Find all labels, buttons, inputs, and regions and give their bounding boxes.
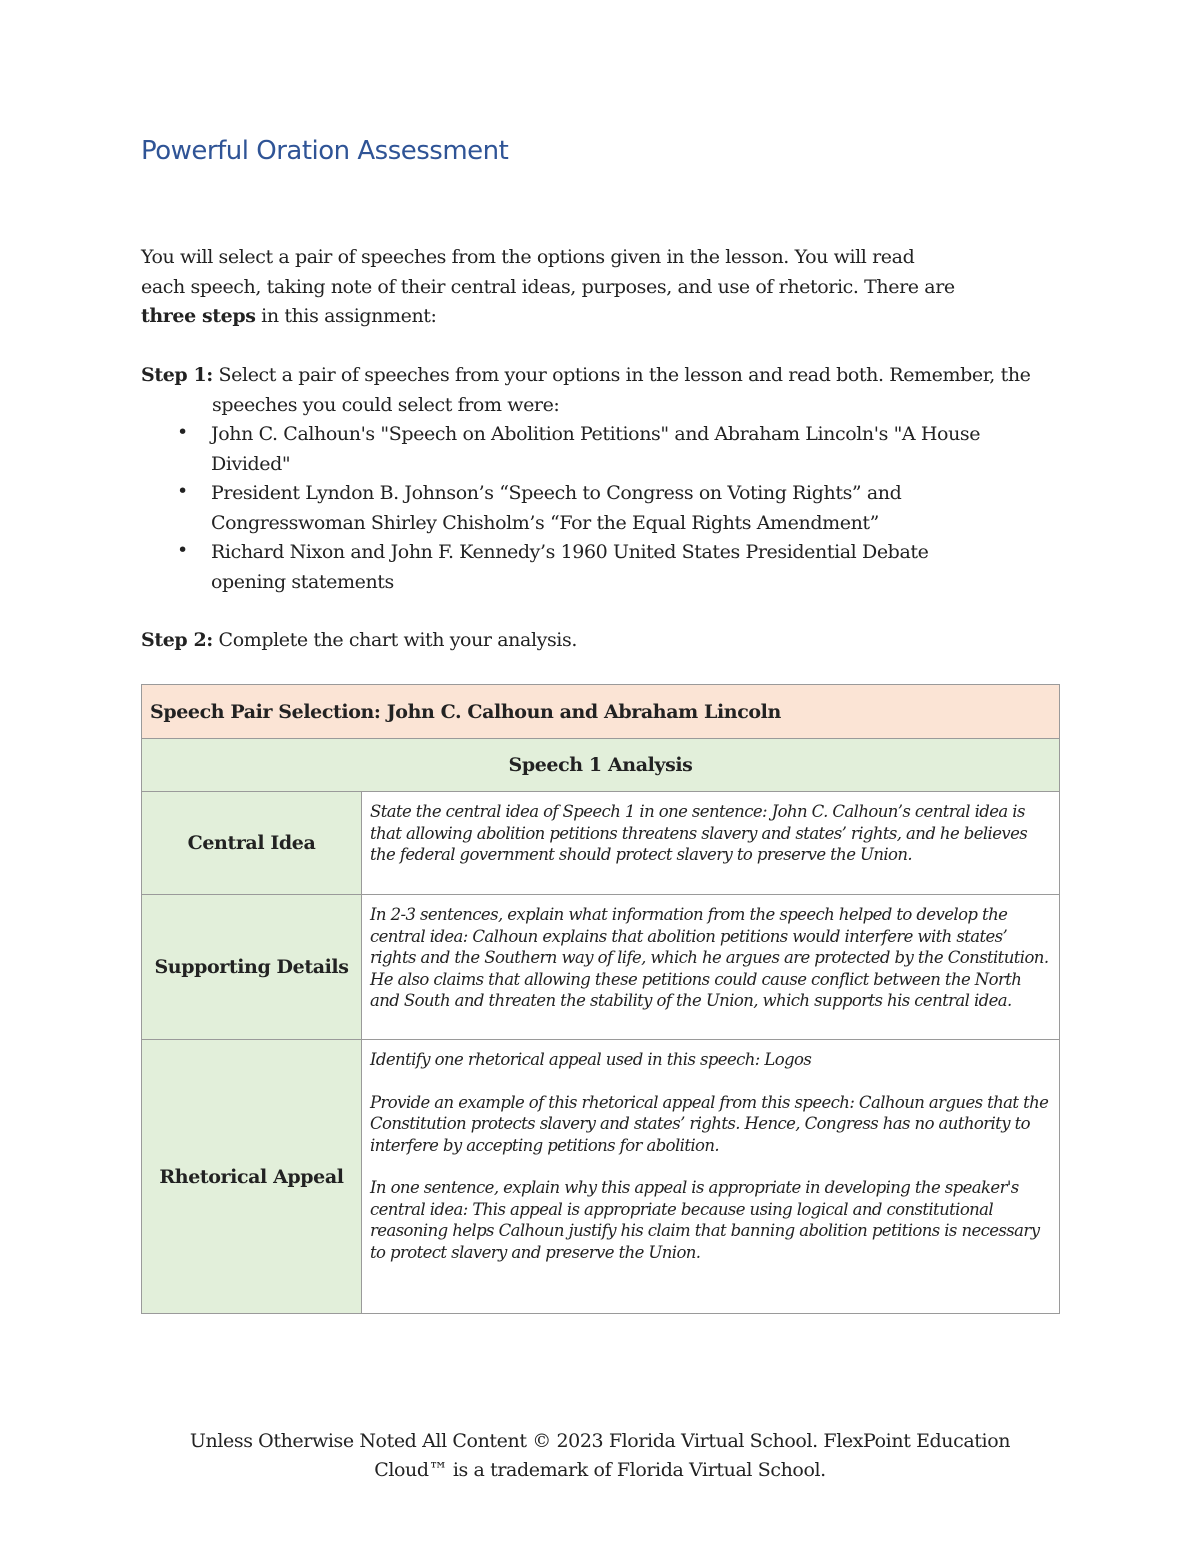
- list-item-line: opening statements: [211, 570, 394, 593]
- list-item: [141, 538, 1061, 597]
- step-2-text: Complete the chart with your analysis.: [212, 629, 577, 651]
- analysis-chart: [141, 684, 1060, 1314]
- speech-options-list: [141, 420, 1061, 597]
- intro-line-2: each speech, taking note of their central ideas, purposes, and use of rhetoric. There are: [141, 275, 955, 298]
- three-steps-emphasis: three steps: [141, 305, 256, 327]
- list-item: [141, 479, 1061, 538]
- central-idea-row: [142, 792, 1060, 895]
- intro-line-3-rest: in this assignment:: [255, 305, 437, 327]
- supporting-details-response[interactable]: [362, 895, 1060, 1040]
- supporting-details-label: Supporting Details: [142, 895, 362, 1040]
- list-item-line: Divided": [211, 452, 291, 475]
- central-idea-label: Central Idea: [142, 792, 362, 895]
- intro-line-1: You will select a pair of speeches from the options given in the lesson. You will read: [141, 246, 915, 268]
- supporting-details-row: [142, 895, 1060, 1040]
- list-item-line: Richard Nixon and John F. Kennedy’s 1960 United States Presidential Debate: [211, 541, 929, 563]
- step-1-label: Step 1:: [141, 364, 213, 386]
- step-1-line: [141, 361, 1061, 391]
- step-1-text: Select a pair of speeches from your options in the lesson and read both. Remember, the: [212, 364, 1031, 386]
- page-title: Powerful Oration Assessment: [141, 136, 509, 166]
- rhetorical-appeal-identify: Identify one rhetorical appeal used in this speech: Logos: [370, 1050, 812, 1069]
- rhetorical-appeal-response[interactable]: [362, 1040, 1060, 1314]
- list-item-line: President Lyndon B. Johnson’s “Speech to Congress on Voting Rights” and: [211, 482, 902, 504]
- rhetorical-appeal-explanation: In one sentence, explain why this appeal is appropriate in developing the speaker's central idea: This appeal is appropriate because using logical and constitutional reasoning helps Calhoun justify his claim that banning abolition petitions is necessary to protect slavery and preserve the Union.: [370, 1178, 1040, 1262]
- list-item: [141, 420, 1061, 479]
- intro-line-3: [141, 302, 1061, 332]
- central-idea-response[interactable]: [362, 792, 1060, 895]
- step-1-text-continued: speeches you could select from were:: [212, 393, 560, 416]
- footer-line-2: Cloud™ is a trademark of Florida Virtual School.: [374, 1459, 826, 1481]
- bullet-icon: •: [177, 421, 188, 443]
- bullet-icon: •: [177, 539, 188, 561]
- supporting-details-text: In 2-3 sentences, explain what information from the speech helped to develop the central idea: Calhoun explains that abolition petitions would interfere with states’ rights and the Southern way of life, which he argues are protected by the Constitution. He also claims that allowing these petitions could cause conflict between the North and South and threaten the stability of the Union, which supports his central idea.: [370, 905, 1049, 1010]
- list-item-line: Congresswoman Shirley Chisholm’s “For the Equal Rights Amendment”: [211, 511, 879, 534]
- step-1-section: [141, 361, 1061, 597]
- speech-pair-selection: Speech Pair Selection: John C. Calhoun and Abraham Lincoln: [142, 685, 1060, 739]
- rhetorical-appeal-example: Provide an example of this rhetorical appeal from this speech: Calhoun argues that the Constitution protects slavery and states’ rights. Hence, Congress has no authority to interfere by accepting petitions for abolition.: [370, 1092, 1049, 1155]
- step-2-section: [141, 626, 1061, 656]
- footer-line-1: Unless Otherwise Noted All Content © 2023 Florida Virtual School. FlexPoint Education: [189, 1430, 1011, 1452]
- copyright-footer: [0, 1427, 1200, 1485]
- bullet-icon: •: [177, 480, 188, 502]
- list-item-line: John C. Calhoun's "Speech on Abolition Petitions" and Abraham Lincoln's "A House: [211, 423, 981, 445]
- step-2-label: Step 2:: [141, 629, 213, 651]
- rhetorical-appeal-label: Rhetorical Appeal: [142, 1040, 362, 1314]
- central-idea-text: State the central idea of Speech 1 in one sentence: John C. Calhoun’s central idea is that allowing abolition petitions threatens slavery and states’ rights, and he believes the federal government should protect slavery to preserve the Union.: [370, 802, 1028, 864]
- intro-paragraph: [141, 243, 1061, 332]
- rhetorical-appeal-row: [142, 1040, 1060, 1314]
- speech-1-analysis-header: Speech 1 Analysis: [142, 739, 1060, 792]
